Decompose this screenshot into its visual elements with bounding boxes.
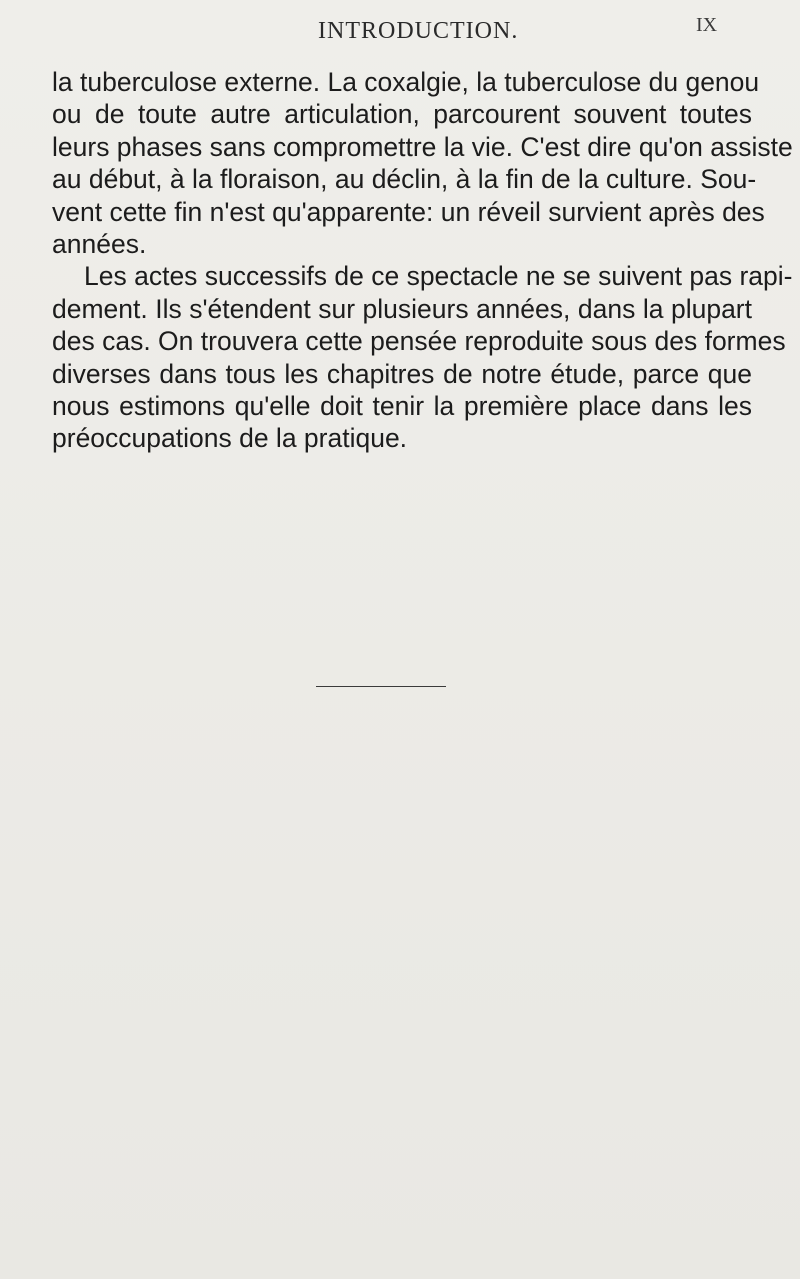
body-text	[52, 66, 793, 455]
text-line: années.	[52, 228, 147, 259]
paragraph-1	[52, 66, 793, 260]
text-line: nous estimons qu'elle doit tenir la première place dans les	[52, 390, 752, 421]
section-divider-rule	[316, 686, 446, 687]
text-line: ou de toute autre articulation, parcourent souvent toutes	[52, 99, 752, 130]
text-line: leurs phases sans compromettre la vie. C'est dire qu'on assiste	[52, 131, 793, 162]
text-line: diverses dans tous les chapitres de notre étude, parce que	[52, 358, 752, 389]
text-line: des cas. On trouvera cette pensée reproduite sous des formes	[52, 326, 786, 357]
text-line: au début, à la floraison, au déclin, à la fin de la culture. Sou-	[52, 164, 757, 195]
running-header	[0, 14, 800, 54]
text-line: la tuberculose externe. La coxalgie, la tuberculose du genou	[52, 67, 760, 97]
running-title: INTRODUCTION.	[318, 18, 519, 44]
text-line: vent cette fin n'est qu'apparente: un réveil survient après des	[52, 196, 765, 227]
text-line: dement. Ils s'étendent sur plusieurs années, dans la plupart	[52, 293, 752, 324]
page-number: IX	[696, 14, 718, 36]
text-line: préoccupations de la pratique.	[52, 423, 408, 454]
text-line: Les actes successifs de ce spectacle ne se suivent pas rapi-	[84, 261, 793, 292]
paragraph-2	[52, 260, 793, 454]
